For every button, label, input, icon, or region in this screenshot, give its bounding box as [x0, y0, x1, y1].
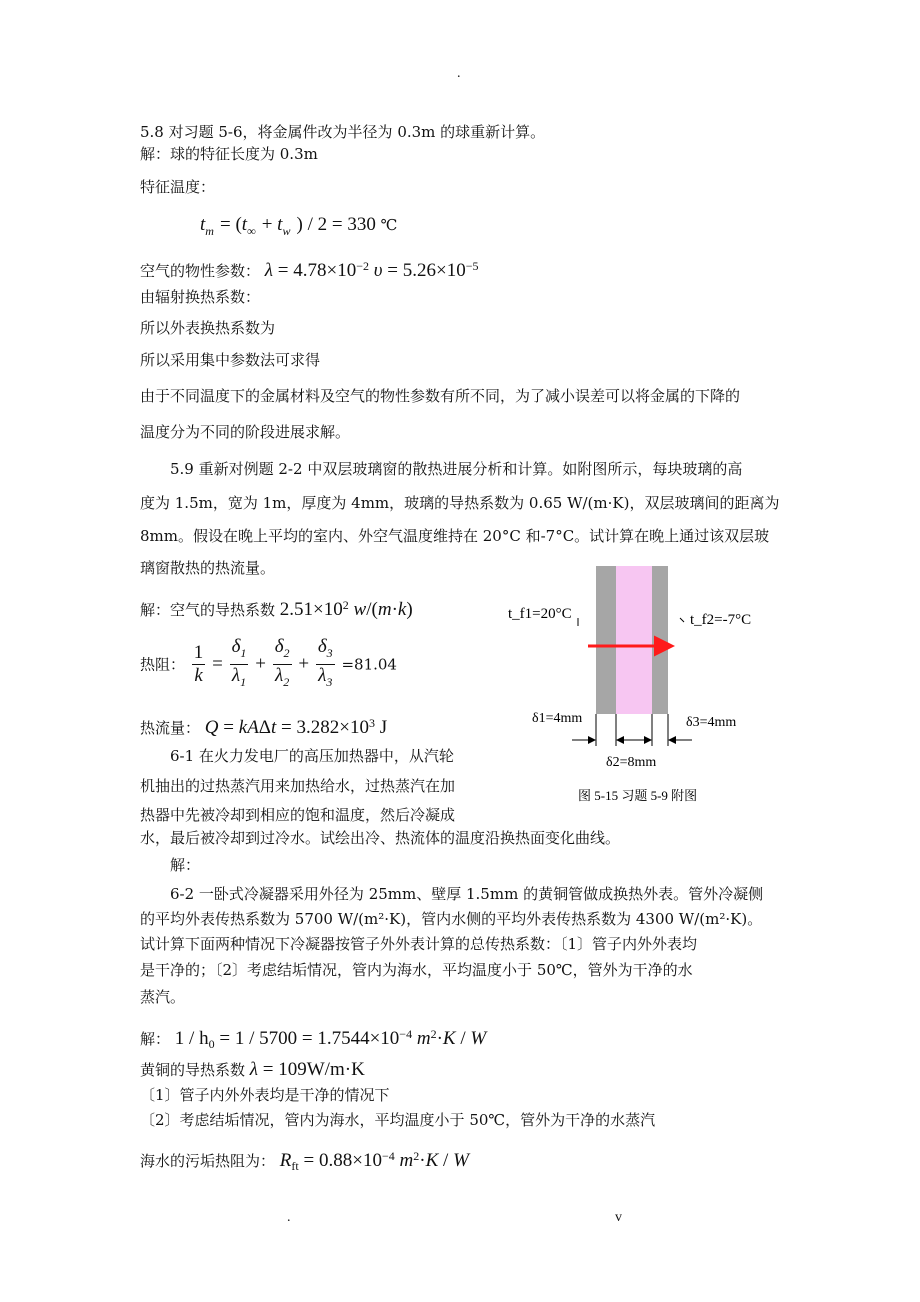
paragraph-5-8-note-b: 温度分为不同的阶段进展求解。	[140, 423, 351, 441]
heat-flow-eq: 热流量： $Q = kA\Delta t = 3.282\times 10^3$ J	[140, 716, 388, 738]
equation-tm: $t_m = (t_\infty + t_w$ ) / 2 = 330 ℃	[200, 214, 398, 238]
problem-5-9-d: 璃窗散热的热流量。	[140, 559, 276, 577]
air-conductivity: 解：空气的导热系数 $2.51\times 10^2$ w/(m·k)	[140, 598, 413, 620]
temperature-inside-label: t_f1=20°C	[508, 606, 572, 622]
problem-6-1-a: 6-1 在火力发电厂的高压加热器中，从汽轮	[170, 747, 454, 765]
solution-5-8-line5: 所以采用集中参数法可求得	[140, 351, 321, 369]
tick-mark-right	[680, 618, 684, 622]
footer-letter: v	[615, 1210, 622, 1225]
problem-5-9-a: 5.9 重新对例题 2-2 中双层玻璃窗的散热进展分析和计算。如附图所示，每块玻璃的高	[170, 460, 743, 478]
temperature-outside-label: t_f2=-7°C	[690, 612, 752, 628]
glass-pane-outer	[652, 566, 668, 714]
double-glazing-figure	[500, 560, 780, 810]
problem-5-8-title: 5.8 对习题 5-6，将金属件改为半径为 0.3m 的球重新计算。	[140, 123, 546, 141]
solution-5-8-line2: 特征温度：	[140, 178, 216, 196]
delta3-label: δ3=4mm	[686, 715, 737, 730]
paragraph-5-8-note-a: 由于不同温度下的金属材料及空气的物性参数有所不同，为了减小误差可以将金属的下降的	[140, 387, 741, 405]
glass-pane-inner	[596, 566, 616, 714]
header-dot: .	[457, 66, 461, 81]
solution-6-1: 解：	[170, 856, 201, 874]
solution-5-8-line1: 解：球的特征长度为 0.3m	[140, 145, 318, 163]
problem-6-1-c: 热器中先被冷却到相应的饱和温度，然后冷凝成	[140, 806, 456, 824]
case-1: 〔1〕管子内外外表均是干净的情况下	[140, 1086, 390, 1104]
case-2: 〔2〕考虑结垢情况，管内为海水，平均温度小于 50℃，管外为干净的水蒸汽	[140, 1111, 656, 1129]
thermal-resistance-eq: 热阻： $\frac{1}{k}$ = $\frac{\delta_1}{\lambda_1}$ + $\frac{\delta_2}{\lambda_2}$ + $\frac{\delta_3}{\lambda_3}$ =81.04	[140, 636, 397, 689]
problem-6-2-b: 的平均外表传热系数为 5700 W/(m²·K)，管内水侧的平均外表传热系数为 4300 W/(m²·K)。	[140, 910, 763, 928]
air-gap	[616, 566, 652, 714]
solution-5-8-line4: 所以外表换热系数为	[140, 319, 276, 337]
problem-6-2-c: 试计算下面两种情况下冷凝器按管子外外表计算的总传热系数：〔1〕管子内外外表均	[140, 935, 698, 953]
problem-5-9-c: 8mm。假设在晚上平均的室内、外空气温度维持在 20°C 和-7°C。试计算在晚上通过该双层玻	[140, 527, 770, 545]
problem-5-9-b: 度为 1.5m，宽为 1m，厚度为 4mm，玻璃的导热系数为 0.65 W/(m·K)，双层玻璃间的距离为	[140, 494, 780, 512]
problem-6-2-a: 6-2 一卧式冷凝器采用外径为 25mm、壁厚 1.5mm 的黄铜管做成换热外表。管外冷凝侧	[170, 885, 764, 903]
problem-6-2-e: 蒸汽。	[140, 988, 186, 1006]
problem-6-1-d: 水，最后被冷却到过冷水。试绘出冷、热流体的温度沿换热面变化曲线。	[140, 829, 621, 847]
delta2-label: δ2=8mm	[606, 755, 657, 770]
problem-6-2-d: 是干净的；〔2〕考虑结垢情况，管内为海水，平均温度小于 50℃，管外为干净的水	[140, 961, 693, 979]
air-properties: 空气的物性参数： $\lambda = 4.78\times 10^{-2}$ $\upsilon = 5.26\times 10^{-5}$	[140, 259, 479, 281]
delta1-label: δ1=4mm	[532, 711, 583, 726]
problem-6-1-b: 机抽出的过热蒸汽用来加热给水，过热蒸汽在加	[140, 777, 456, 795]
footer-dot: .	[287, 1210, 291, 1225]
equation-h0: 解： $1 / h_0 = 1 / 5700 = 1.7544\times 10^{-4}$ $m^2\cdot K / W$	[140, 1027, 487, 1051]
solution-5-8-line3: 由辐射换热系数：	[140, 288, 261, 306]
figure-caption: 图 5-15 习题 5-9 附图	[578, 788, 698, 803]
fouling-resistance: 海水的污垢热阻为： $R_{ft} = 0.88\times 10^{-4}$ $m^2\cdot K / W$	[140, 1149, 469, 1173]
brass-conductivity: 黄铜的导热系数 λ = 109W/m·K	[140, 1059, 365, 1080]
